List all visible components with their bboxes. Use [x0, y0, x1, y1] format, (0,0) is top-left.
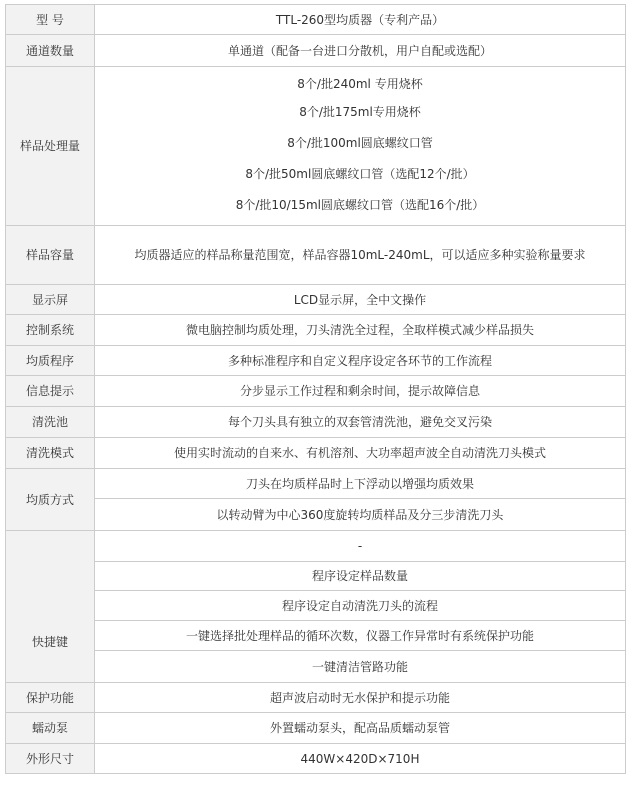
processing-line: 8个/批175ml专用烧杯 [299, 104, 421, 119]
value-control: 微电脑控制均质处理，刀头清洗全过程，全取样模式减少样品损失 [95, 315, 626, 346]
label-control: 控制系统 [6, 315, 95, 346]
row-shortcut-5 [6, 651, 626, 683]
row-sample-processing [6, 67, 626, 226]
label-dimensions: 外形尺寸 [6, 744, 95, 774]
label-channels: 通道数量 [6, 35, 95, 67]
row-info [6, 376, 626, 407]
value-info: 分步显示工作过程和剩余时间，提示故障信息 [95, 376, 626, 407]
value-shortcut: - [95, 531, 626, 562]
row-sample-capacity [6, 226, 626, 285]
value-channels: 单通道（配备一台进口分散机，用户自配或选配） [95, 35, 626, 67]
value-dimensions: 440W×420D×710H [95, 744, 626, 774]
value-pump: 外置蠕动泵头，配高品质蠕动泵管 [95, 713, 626, 744]
value-protection: 超声波启动时无水保护和提示功能 [95, 683, 626, 713]
row-control [6, 315, 626, 346]
value-sample-processing [95, 67, 626, 226]
value-display: LCD显示屏，全中文操作 [95, 285, 626, 315]
row-wash-mode [6, 438, 626, 469]
row-shortcut-4 [6, 621, 626, 651]
spec-table [5, 4, 626, 774]
row-homogenize-mode-2 [6, 499, 626, 531]
value-model: TTL-260型均质器（专利产品） [95, 5, 626, 35]
label-sample-capacity: 样品容量 [6, 226, 95, 285]
value-shortcut: 一键清洁管路功能 [95, 651, 626, 683]
label-protection: 保护功能 [6, 683, 95, 713]
row-wash-pool [6, 407, 626, 438]
processing-line: 8个/批10/15ml圆底螺纹口管（选配16个/批） [235, 197, 485, 212]
value-wash-mode: 使用实时流动的自来水、有机溶剂、大功率超声波全自动清洗刀头模式 [95, 438, 626, 469]
label-model: 型 号 [6, 5, 95, 35]
label-program: 均质程序 [6, 346, 95, 376]
label-wash-mode: 清洗模式 [6, 438, 95, 469]
label-shortcut: 快捷键 [6, 531, 95, 683]
row-shortcut [6, 531, 626, 562]
row-program [6, 346, 626, 376]
label-homogenize-mode: 均质方式 [6, 469, 95, 531]
processing-line: 8个/批100ml圆底螺纹口管 [287, 135, 433, 150]
label-display: 显示屏 [6, 285, 95, 315]
row-channels [6, 35, 626, 67]
processing-line: 8个/批50ml圆底螺纹口管（选配12个/批） [245, 166, 475, 181]
label-info: 信息提示 [6, 376, 95, 407]
value-shortcut: 程序设定样品数量 [95, 562, 626, 591]
processing-line: 8个/批240ml 专用烧杯 [297, 76, 423, 91]
value-shortcut: 程序设定自动清洗刀头的流程 [95, 591, 626, 621]
row-shortcut-2 [6, 562, 626, 591]
row-shortcut-3 [6, 591, 626, 621]
value-homogenize-mode: 以转动臂为中心360度旋转均质样品及分三步清洗刀头 [95, 499, 626, 531]
row-dimensions [6, 744, 626, 774]
value-homogenize-mode: 刀头在均质样品时上下浮动以增强均质效果 [95, 469, 626, 499]
value-sample-capacity: 均质器适应的样品称量范围宽，样品容器10mL-240mL，可以适应多种实验称量要求 [95, 226, 626, 285]
row-pump [6, 713, 626, 744]
row-protection [6, 683, 626, 713]
label-wash-pool: 清洗池 [6, 407, 95, 438]
value-wash-pool: 每个刀头具有独立的双套管清洗池，避免交叉污染 [95, 407, 626, 438]
value-shortcut: 一键选择批处理样品的循环次数，仪器工作异常时有系统保护功能 [95, 621, 626, 651]
row-homogenize-mode [6, 469, 626, 499]
row-display [6, 285, 626, 315]
label-sample-processing: 样品处理量 [6, 67, 95, 226]
row-model [6, 5, 626, 35]
label-pump: 蠕动泵 [6, 713, 95, 744]
value-program: 多种标准程序和自定义程序设定各环节的工作流程 [95, 346, 626, 376]
